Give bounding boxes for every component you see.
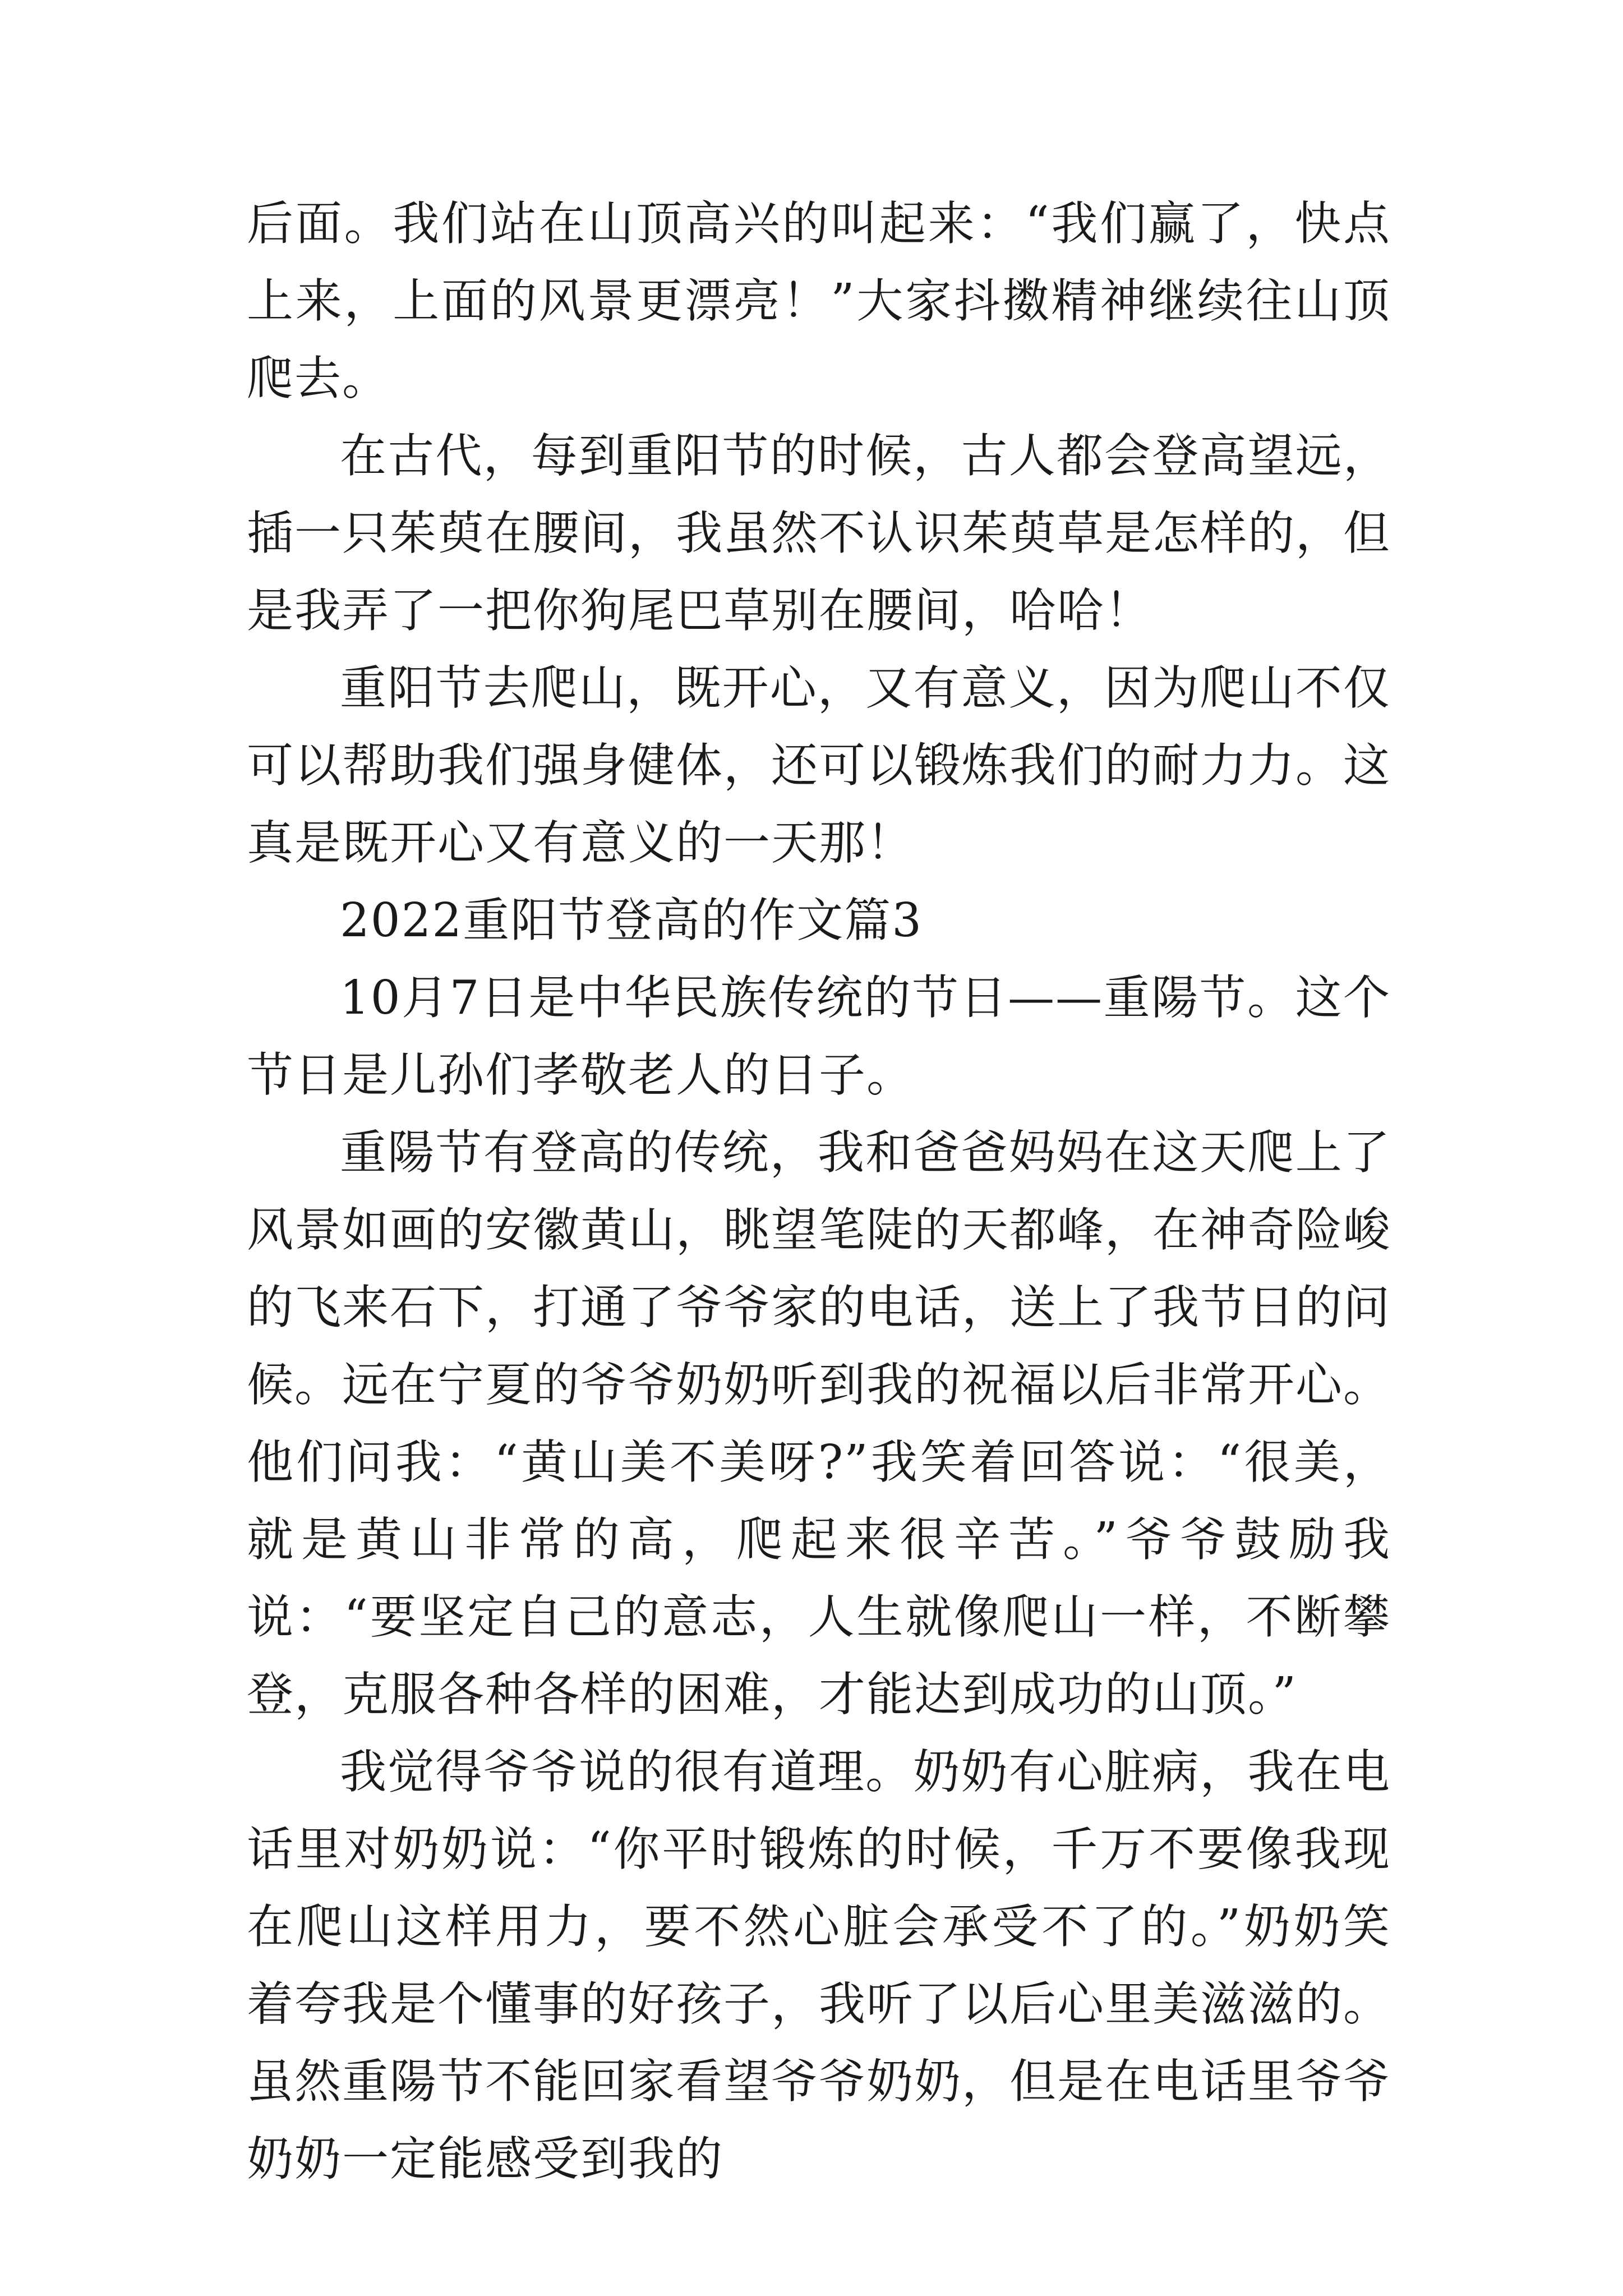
document-body (247, 185, 1391, 2198)
section-heading: 2022重阳节登高的作文篇3 (340, 893, 923, 947)
paragraph-continuation: 后面。我们站在山顶高兴的叫起来：“我们赢了，快点上来，上面的风景更漂亮！”大家抖擞精神继续往山顶爬去。 (247, 196, 1391, 406)
paragraph-climbing-meaning: 重阳节去爬山，既开心，又有意义，因为爬山不仅可以帮助我们强身健体，还可以锻炼我们的耐力力。这真是既开心又有意义的一天那！ (247, 661, 1391, 870)
paragraph-huangshan-call: 重陽节有登高的传统，我和爸爸妈妈在这天爬上了风景如画的安徽黄山，眺望笔陡的天都峰，在神奇险峻的飞来石下，打通了爷爷家的电话，送上了我节日的问候。远在宁夏的爷爷奶奶听到我的祝福以后非常开心。他们问我：“黄山美不美呀?”我笑着回答说：“很美，就是黄山非常的高，爬起来很辛苦。”爷爷鼓励我说：“要坚定自己的意志，人生就像爬山一样，不断攀登，克服各种各样的困难，才能达到成功的山顶。” (247, 1125, 1391, 1722)
paragraph-ancient-custom: 在古代，每到重阳节的时候，古人都会登高望远，插一只茱萸在腰间，我虽然不认识茱萸草是怎样的，但是我弄了一把你狗尾巴草别在腰间，哈哈！ (247, 429, 1391, 638)
paragraph-grandma-advice: 我觉得爷爷说的很有道理。奶奶有心脏病，我在电话里对奶奶说：“你平时锻炼的时候，千万不要像我现在爬山这样用力，要不然心脏会承受不了的。”奶奶笑着夸我是个懂事的好孩子，我听了以后心里美滋滋的。虽然重陽节不能回家看望爷爷奶奶，但是在电话里爷爷奶奶一定能感受到我的 (247, 1745, 1391, 2186)
paragraph-festival-date: 10月7日是中华民族传统的节日——重陽节。这个节日是儿孙们孝敬老人的日子。 (247, 970, 1391, 1102)
